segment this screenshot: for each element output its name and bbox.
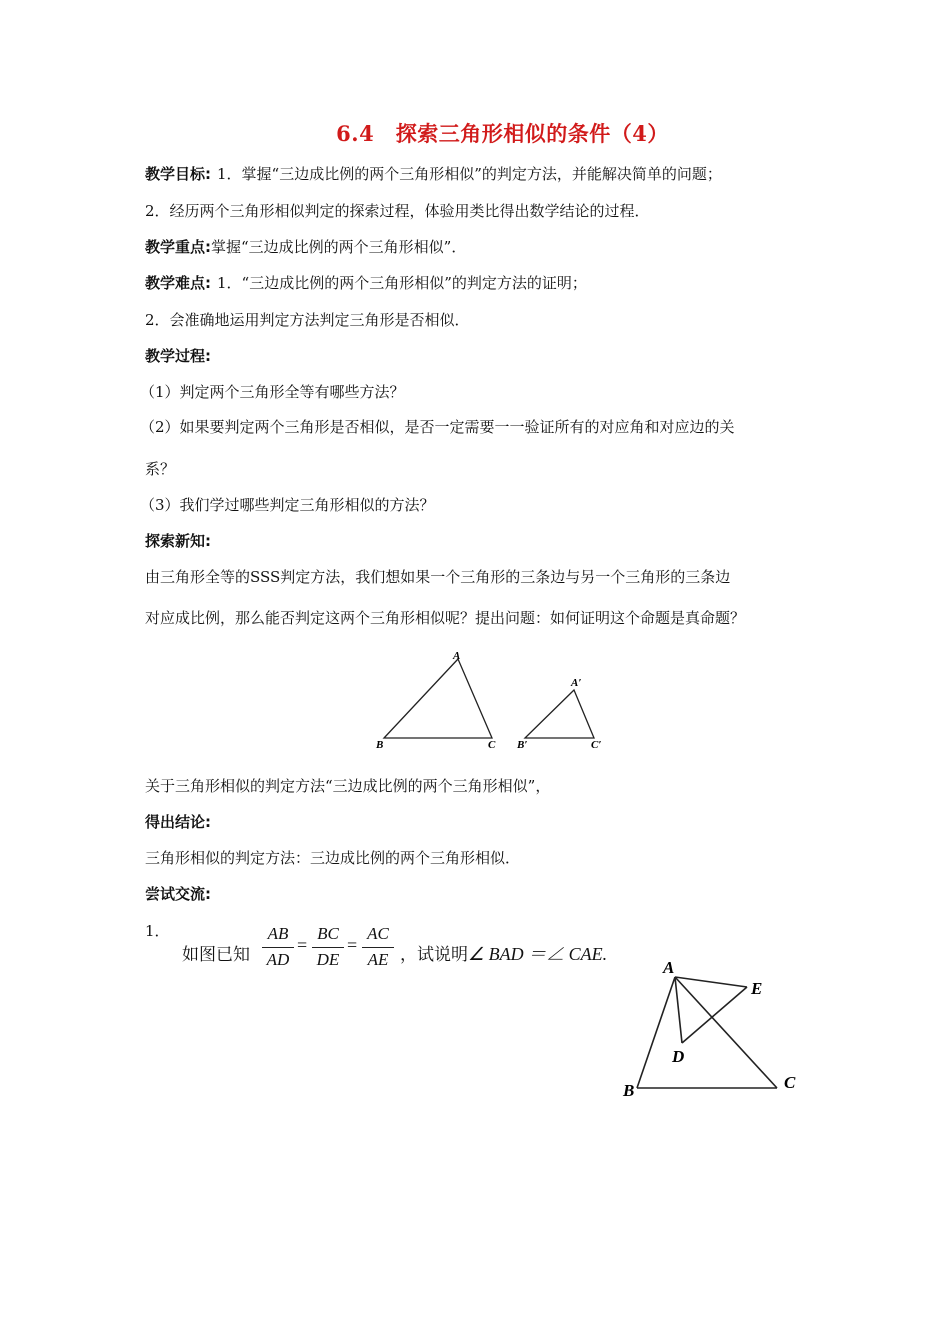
process-q3: （3）我们学过哪些判定三角形相似的方法？: [140, 496, 435, 514]
difficulty-colon: :: [205, 274, 212, 292]
equals-1: =: [297, 935, 308, 955]
key-point-line: [145, 236, 466, 257]
exercise-number: 1．: [145, 922, 170, 940]
label-big-c: C: [488, 739, 496, 751]
explore-label: 探索新知:: [145, 532, 211, 550]
frac3-numerator: AC: [367, 924, 389, 943]
explore-p1: 由三角形全等的SSS判定方法，我们想如果一个三角形的三条边与另一个三角形的三条边: [145, 568, 731, 586]
exercise-suffix: [400, 940, 607, 966]
key-point-text: 掌握“三边成比例的两个三角形相似”．: [211, 238, 467, 256]
equals-2: =: [347, 935, 358, 955]
exchange-label: 尝试交流:: [145, 885, 211, 903]
label-big-a: A: [453, 650, 461, 662]
difficulty-text1: 1．“三边成比例的两个三角形相似”的判定方法的证明；: [217, 274, 587, 292]
frac1-bar: [262, 947, 294, 948]
page-title: 6.4 探索三角形相似的条件（4）: [336, 121, 669, 146]
key-point-label: 教学重点: [145, 238, 206, 256]
process-q2a: （2）如果要判定两个三角形是否相似，是否一定需要一一验证所有的对应角和对应边的关: [140, 418, 735, 436]
angle-statement: ∠ BAD ＝∠ CAE.: [468, 944, 608, 964]
frac2-denominator: DE: [316, 950, 340, 969]
triangle-abc-prime: [525, 690, 594, 738]
triangle-abc: [384, 659, 492, 738]
about-line: 关于三角形相似的判定方法“三边成比例的两个三角形相似”，: [145, 777, 551, 795]
exercise-suffix-text: ，试说明: [400, 945, 468, 965]
difficulty-label: 教学难点: [145, 274, 206, 292]
frac1-denominator: AD: [266, 950, 290, 969]
objectives-text1: 1．掌握“三边成比例的两个三角形相似”的判定方法，并能解决简单的问题；: [217, 165, 722, 183]
frac2-numerator: BC: [317, 924, 339, 943]
label-a: A: [663, 958, 675, 977]
process-q2b: 系？: [145, 460, 176, 478]
similar-triangles-figure: [370, 645, 610, 755]
frac3-denominator: AE: [367, 950, 389, 969]
frac1-numerator: AB: [267, 924, 289, 943]
objectives-line2: 2．经历两个三角形相似判定的探索过程，体验用类比得出数学结论的过程．: [145, 202, 650, 220]
objectives-colon: :: [205, 165, 212, 183]
process-label: 教学过程:: [145, 347, 211, 365]
exercise-prefix: 如图已知: [182, 945, 250, 965]
label-e: E: [751, 979, 763, 998]
segment-ae: [675, 977, 747, 987]
label-d: D: [672, 1047, 685, 1066]
frac3-bar: [362, 947, 394, 948]
segment-ad: [675, 977, 682, 1043]
frac2-bar: [312, 947, 344, 948]
label-b: B: [623, 1081, 635, 1100]
label-big-b: B: [376, 739, 384, 751]
label-small-a: A′: [571, 677, 582, 689]
exercise-figure: [615, 955, 805, 1100]
label-c: C: [784, 1073, 796, 1092]
difficulty-line2: 2．会准确地运用判定方法判定三角形是否相似．: [145, 311, 470, 329]
conclusion-label: 得出结论:: [145, 813, 211, 831]
explore-p2: 对应成比例，那么能否判定这两个三角形相似呢？提出问题：如何证明这个命题是真命题？: [145, 609, 746, 627]
objectives-label: 教学目标: [145, 165, 206, 183]
segment-ab: [637, 977, 675, 1088]
conclusion-text: 三角形相似的判定方法：三边成比例的两个三角形相似．: [145, 849, 521, 867]
objectives-line1: [145, 163, 722, 184]
label-small-b: B′: [517, 739, 528, 751]
difficulty-line1: [145, 272, 587, 293]
process-q1: （1）判定两个三角形全等有哪些方法？: [140, 383, 405, 401]
key-point-colon: :: [205, 238, 212, 256]
label-small-c: C′: [591, 739, 602, 751]
